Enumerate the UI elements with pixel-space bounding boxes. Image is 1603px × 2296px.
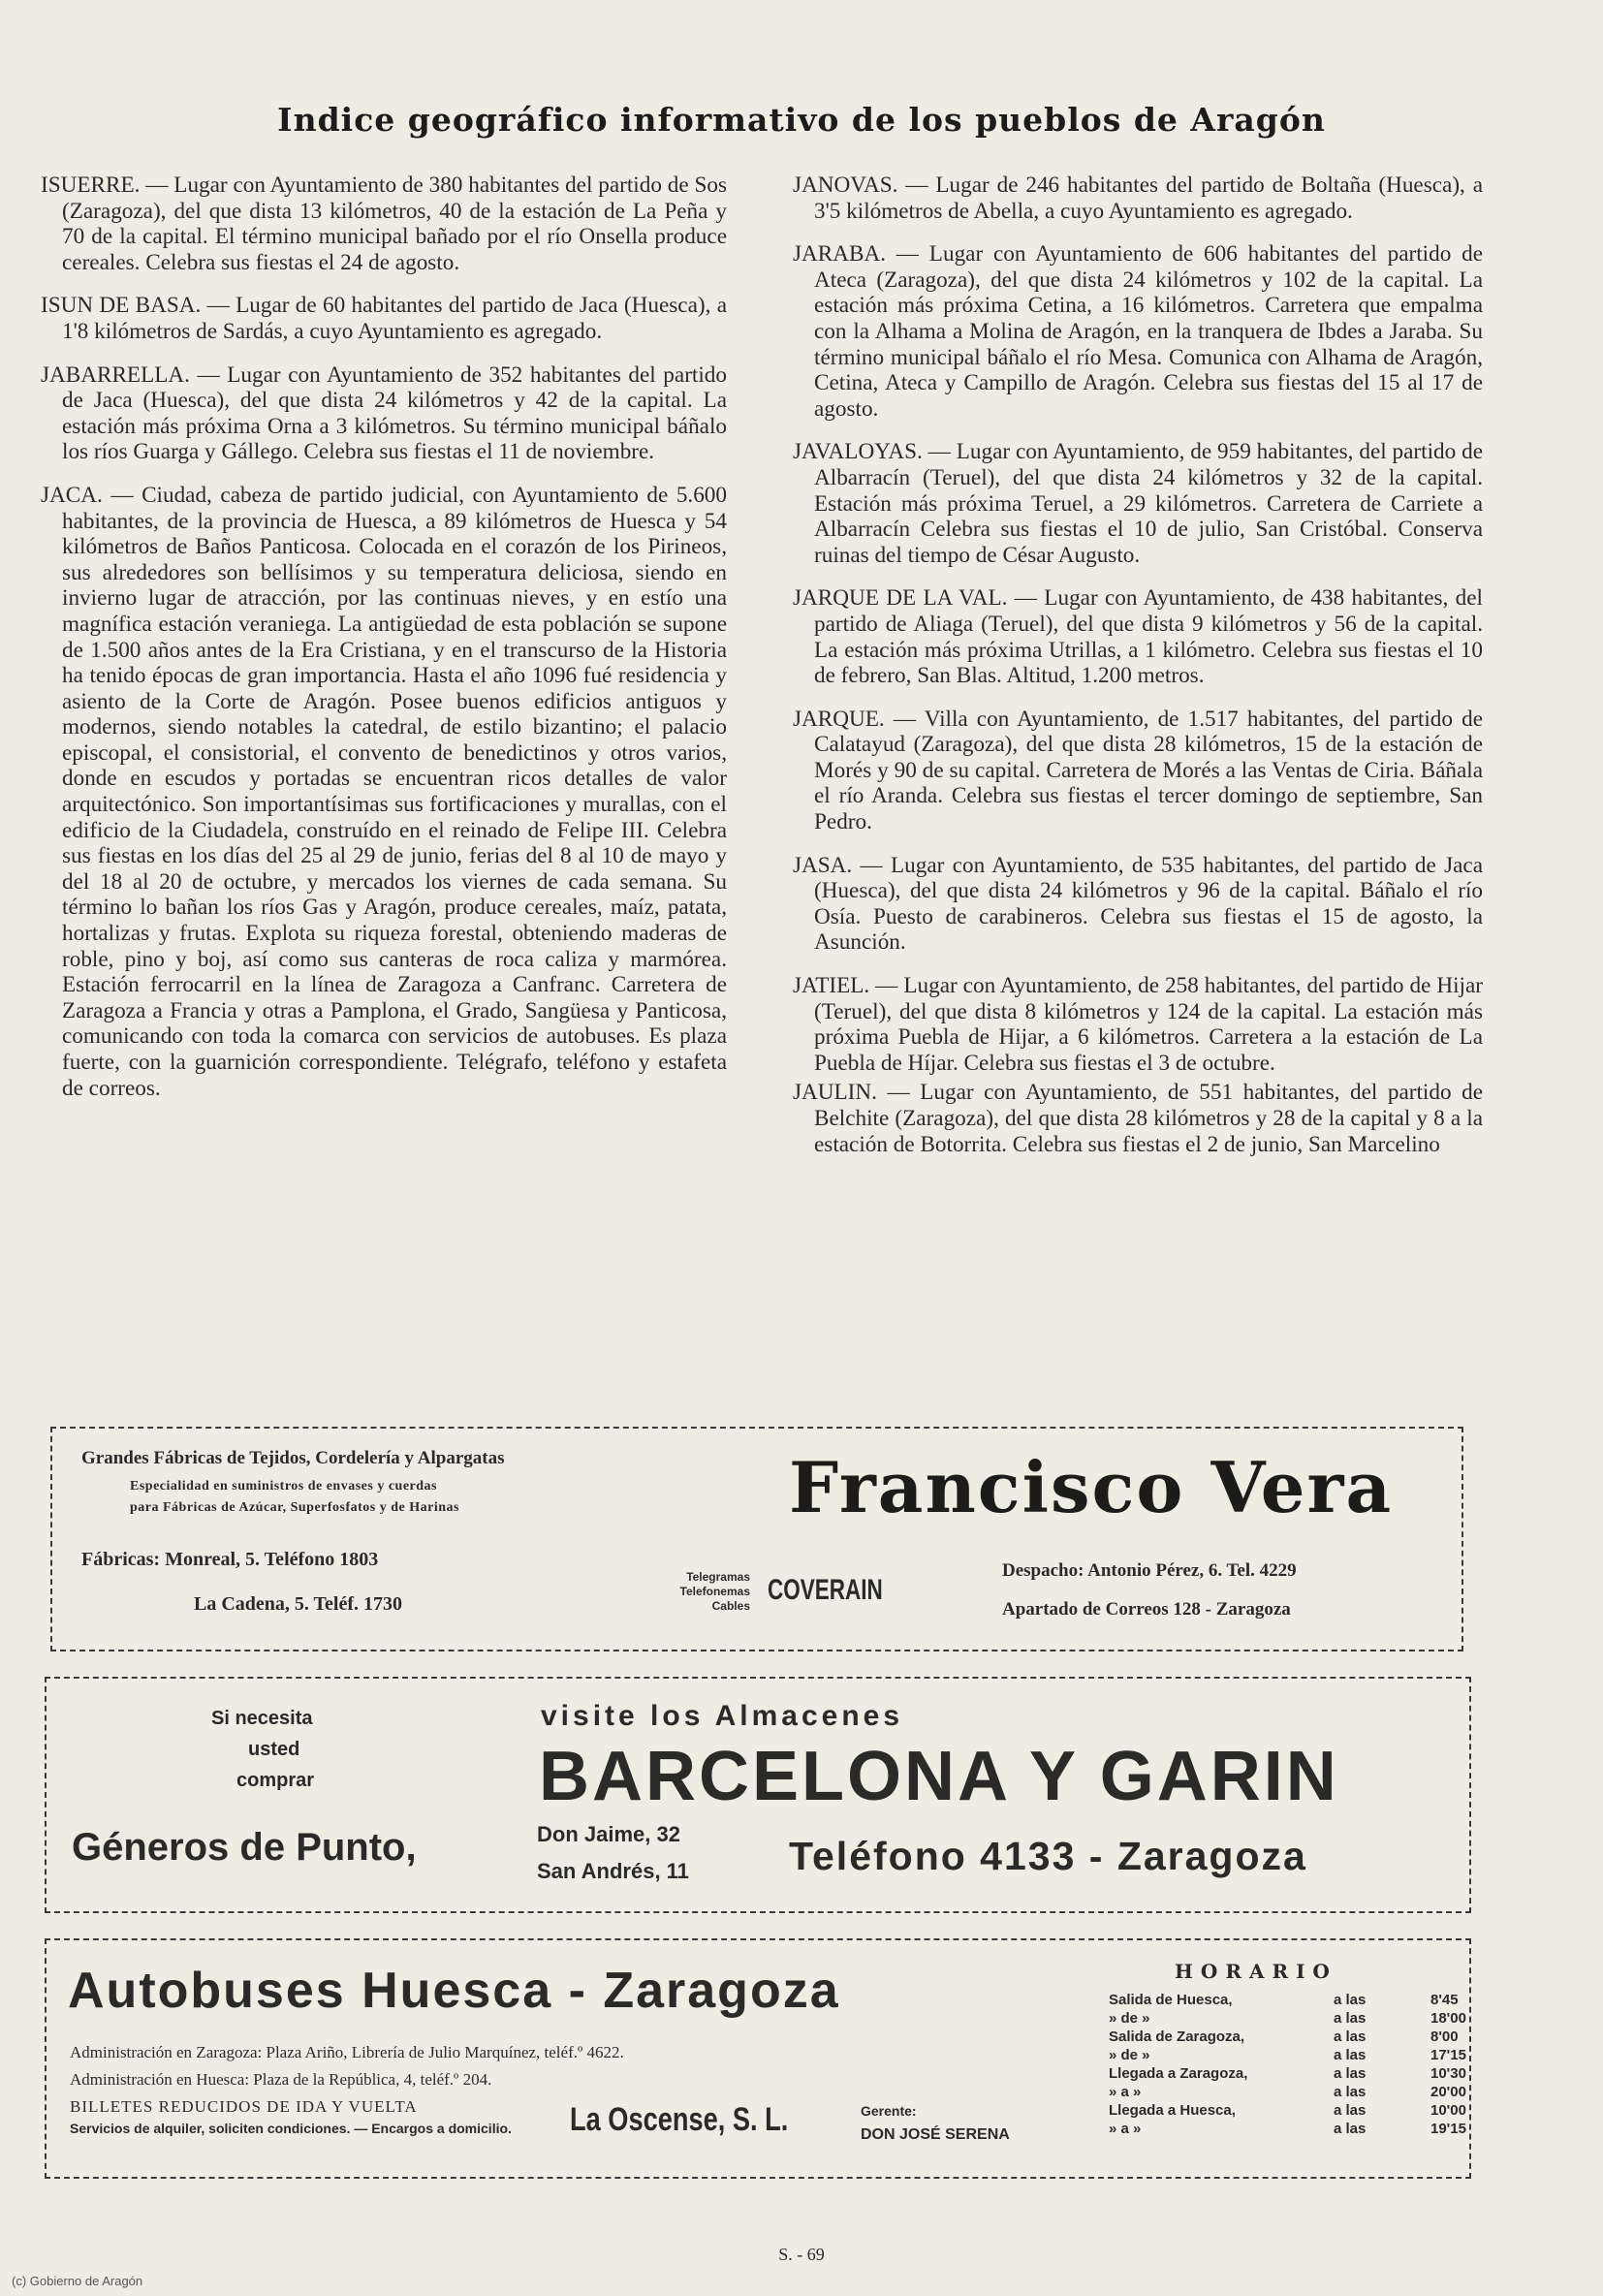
- ad-bg-address1: Don Jaime, 32: [537, 1822, 680, 1846]
- entry-jarque: JARQUE. — Villa con Ayuntamiento, de 1.517 habitantes, del partido de Calatayud (Zaragoza), del que dista 28 kilómetros, 15 de la estación de Morés y 90 de su capital. Carretera de Morés a las Ventas de Ciria. Báñala el río Aranda. Celebra sus fiestas el tercer domingo de septiembre, San Pedro.: [793, 706, 1483, 835]
- ad-bg-address2: San Andrés, 11: [537, 1859, 689, 1883]
- schedule-row: [1109, 2028, 1466, 2046]
- ad-autobuses: [45, 1938, 1471, 2179]
- entry-jaca: JACA. — Ciudad, cabeza de partido judicial, con Ayuntamiento de 5.600 habitantes, de la provincia de Huesca, a 89 kilómetros de Huesca y 54 kilómetros de Baños Panticosa. Colocada en el corazón de los Pirineos, sus alrededores son bellísimos y su temperatura deliciosa, siendo en invierno lugar de atracción, por las continuas nieves, y en estío una magnífica estación veraniega. La antigüedad de esta población se supone de 1.500 años antes de la Era Cristiana, y en el transcurso de la Historia ha tenido épocas de gran importancia. Hasta el año 1096 fué residencia y asiento de la Corte de Aragón. Posee buenos edificios antiguos y modernos, siendo notables la catedral, de estilo bizantino; el palacio episcopal, el consistorial, el convento de benedictinos y otros varios, donde en escudos y portadas se encuentran ricos detalles de valor arquitectónico. Son importantísimas sus fortificaciones y murallas, con el edificio de la Ciudadela, construído en el reinado de Felipe III. Celebra sus fiestas en los días del 25 al 29 de junio, ferias del 8 al 10 de mayo y del 18 al 20 de octubre, y mercados los viernes de cada semana. Su término lo bañan los ríos Gas y Aragón, produce cereales, maíz, patata, hortalizas y frutas. Explota su riqueza forestal, obteniendo maderas de roble, pino y boj, así como sus canteras de roca caliza y marmórea. Estación ferrocarril en la línea de Zaragoza a Canfranc. Carretera de Zaragoza a Francia y otras a Pamplona, el Grado, Sangüesa y Panticosa, comunicando con toda la comarca con servicios de autobuses. Es plaza fuerte, con la guarnición correspondiente. Telégrafo, teléfono y estafeta de correos.: [41, 482, 727, 1101]
- entry-jarque-de-la-val: JARQUE DE LA VAL. — Lugar con Ayuntamiento, de 438 habitantes, del partido de Aliaga (Teruel), del que dista 9 kilómetros y 56 de la capital. La estación más próxima Utrillas, a 1 kilómetro. Celebra sus fiestas el 10 de febrero, San Blas. Altitud, 1.200 metros.: [793, 585, 1483, 689]
- schedule-at: a las: [1334, 2121, 1367, 2137]
- ad-vera-telegraph-labels: [634, 1570, 750, 1614]
- schedule-at: a las: [1334, 2010, 1367, 2027]
- ad-vera-cables: Cables: [711, 1599, 750, 1613]
- schedule-at: a las: [1334, 1992, 1367, 2008]
- schedule-at: a las: [1334, 2084, 1367, 2100]
- schedule-row: [1109, 2120, 1466, 2138]
- schedule-time: 10'30: [1430, 2065, 1466, 2082]
- ad-bg-usted: usted: [248, 1739, 300, 1760]
- schedule-label: Llegada a Huesca,: [1109, 2102, 1236, 2119]
- copyright-credit: (c) Gobierno de Aragón: [12, 2274, 143, 2288]
- entry-jatiel: JATIEL. — Lugar con Ayuntamiento, de 258 habitantes, del partido de Hijar (Teruel), del que dista 8 kilómetros y 124 de la capital. La estación más próxima Puebla de Hijar, a 6 kilómetros. Carretera a la estación de La Puebla de Híjar. Celebra sus fiestas el 3 de octubre.: [793, 973, 1483, 1076]
- schedule-label: » de »: [1109, 2047, 1150, 2063]
- ad-bg-si-necesita: Si necesita: [211, 1708, 313, 1729]
- schedule-time: 18'00: [1430, 2010, 1466, 2027]
- schedule-label: Salida de Huesca,: [1109, 1992, 1233, 2008]
- ad-bus-servicios: Servicios de alquiler, soliciten condiciones. — Encargos a domicilio.: [70, 2121, 512, 2136]
- ad-vera-telefonemas: Telefonemas: [679, 1585, 750, 1598]
- ad-bg-phone: Teléfono 4133 - Zaragoza: [789, 1834, 1307, 1878]
- ad-vera-brand: Francisco Vera: [789, 1446, 1394, 1528]
- schedule-at: a las: [1334, 2047, 1367, 2063]
- schedule-label: » a »: [1109, 2121, 1142, 2137]
- schedule-at: a las: [1334, 2065, 1367, 2082]
- ad-bg-generos: Géneros de Punto,: [72, 1826, 417, 1869]
- right-column: [793, 173, 1483, 1175]
- ad-vera-line1: Grandes Fábricas de Tejidos, Cordelería y Alpargatas: [81, 1448, 505, 1468]
- entry-jaulin: JAULIN. — Lugar con Ayuntamiento, de 551 habitantes, del partido de Belchite (Zaragoza), del que dista 28 kilómetros y 28 de la capital y 8 a la estación de Botorrita. Celebra sus fiestas el 2 de junio, San Marcelino: [793, 1080, 1483, 1157]
- schedule-row: [1109, 2009, 1466, 2028]
- schedule-row: [1109, 1991, 1466, 2009]
- ad-vera-factory1: Fábricas: Monreal, 5. Teléfono 1803: [81, 1549, 379, 1570]
- schedule-row: [1109, 2101, 1466, 2120]
- schedule-time: 17'15: [1430, 2047, 1466, 2063]
- schedule-row: [1109, 2083, 1466, 2101]
- schedule-label: » a »: [1109, 2084, 1142, 2100]
- ad-bus-schedule: [1109, 1991, 1466, 2138]
- ad-vera-factory2: La Cadena, 5. Teléf. 1730: [194, 1593, 403, 1615]
- ad-bus-gerente-label: Gerente:: [861, 2103, 917, 2119]
- ad-francisco-vera: [50, 1427, 1463, 1651]
- entry-jasa: JASA. — Lugar con Ayuntamiento, de 535 habitantes, del partido de Jaca (Huesca), del que dista 24 kilómetros y 96 de la capital. Báñalo el río Osía. Puesto de carabineros. Celebra sus fiestas el 15 de agosto, la Asunción.: [793, 852, 1483, 956]
- ad-vera-despacho: Despacho: Antonio Pérez, 6. Tel. 4229: [1002, 1560, 1297, 1581]
- entry-isuerre: ISUERRE. — Lugar con Ayuntamiento de 380 habitantes del partido de Sos (Zaragoza), del que dista 13 kilómetros, 40 de la estación de La Peña y 70 de la capital. El término municipal bañado por el río Onsella produce cereales. Celebra sus fiestas el 24 de agosto.: [41, 173, 727, 275]
- schedule-at: a las: [1334, 2029, 1367, 2045]
- entry-jabarrella: JABARRELLA. — Lugar con Ayuntamiento de 352 habitantes del partido de Jaca (Huesca), del que dista 24 kilómetros y 42 de la capital. La estación más próxima Orna a 3 kilómetros. Su término municipal báñalo los ríos Guarga y Gállego. Celebra sus fiestas el 11 de noviembre.: [41, 362, 727, 465]
- schedule-time: 8'00: [1430, 2029, 1459, 2045]
- ad-bg-visite: visite los Almacenes: [541, 1700, 904, 1732]
- schedule-time: 20'00: [1430, 2084, 1466, 2100]
- schedule-row: [1109, 2064, 1466, 2083]
- ad-vera-telegramas: Telegramas: [686, 1570, 750, 1584]
- schedule-time: 10'00: [1430, 2102, 1466, 2119]
- entry-isun-de-basa: ISUN DE BASA. — Lugar de 60 habitantes del partido de Jaca (Huesca), a 1'8 kilómetros de Sardás, a cuyo Ayuntamiento es agregado.: [41, 293, 727, 344]
- schedule-label: Salida de Zaragoza,: [1109, 2029, 1245, 2045]
- schedule-time: 19'15: [1430, 2121, 1466, 2137]
- schedule-time: 8'45: [1430, 1992, 1459, 2008]
- ad-bus-title: Autobuses Huesca - Zaragoza: [68, 1963, 840, 2019]
- entry-javaloyas: JAVALOYAS. — Lugar con Ayuntamiento, de 959 habitantes, del partido de Albarracín (Teruel), del que dista 24 kilómetros y 32 de la capital. Estación más próxima Teruel, a 29 kilómetros. Carretera de Carriete a Albarracín Celebra sus fiestas el 10 de julio, San Cristóbal. Conserva ruinas del tiempo de César Augusto.: [793, 439, 1483, 568]
- ad-vera-code: COVERAIN: [768, 1574, 883, 1606]
- left-column: [41, 173, 727, 1118]
- ad-bus-company: La Oscense, S. L.: [570, 2101, 789, 2138]
- ad-barcelona-y-garin: [45, 1677, 1471, 1913]
- ad-vera-line3: para Fábricas de Azúcar, Superfosfatos y de Harinas: [130, 1500, 459, 1515]
- page-number: S. - 69: [778, 2245, 825, 2264]
- ad-bus-admin-zaragoza: Administración en Zaragoza: Plaza Ariño, Librería de Julio Marquínez, teléf.º 4622.: [70, 2043, 624, 2061]
- ad-bus-admin-huesca: Administración en Huesca: Plaza de la República, 4, teléf.º 204.: [70, 2070, 492, 2089]
- ad-bus-billetes: BILLETES REDUCIDOS DE IDA Y VUELTA: [70, 2097, 418, 2116]
- ad-vera-line2: Especialidad en suministros de envases y cuerdas: [130, 1479, 437, 1494]
- ad-bus-gerente-name: DON JOSÉ SERENA: [861, 2126, 1010, 2143]
- entry-jaraba: JARABA. — Lugar con Ayuntamiento de 606 habitantes del partido de Ateca (Zaragoza), del que dista 24 kilómetros y 102 de la capital. La estación más próxima Cetina, a 16 kilómetros. Carretera que empalma con la Alhama a Molina de Aragón, en la tranquera de Ibdes a Jaraba. Su término municipal báñalo el río Mesa. Comunica con Alhama de Aragón, Cetina, Ateca y Campillo de Aragón. Celebra sus fiestas del 15 al 17 de agosto.: [793, 241, 1483, 422]
- page-title: Indice geográfico informativo de los pueblos de Aragón: [277, 101, 1326, 139]
- schedule-row: [1109, 2046, 1466, 2064]
- ad-bg-comprar: comprar: [236, 1770, 315, 1791]
- schedule-label: » de »: [1109, 2010, 1150, 2027]
- schedule-at: a las: [1334, 2102, 1367, 2119]
- ad-vera-apartado: Apartado de Correos 128 - Zaragoza: [1002, 1599, 1291, 1620]
- ad-bg-brand: BARCELONA Y GARIN: [539, 1738, 1339, 1815]
- ad-bus-horario: HORARIO: [1175, 1960, 1337, 1983]
- schedule-label: Llegada a Zaragoza,: [1109, 2065, 1248, 2082]
- entry-janovas: JANOVAS. — Lugar de 246 habitantes del partido de Boltaña (Huesca), a 3'5 kilómetros de Abella, a cuyo Ayuntamiento es agregado.: [793, 173, 1483, 224]
